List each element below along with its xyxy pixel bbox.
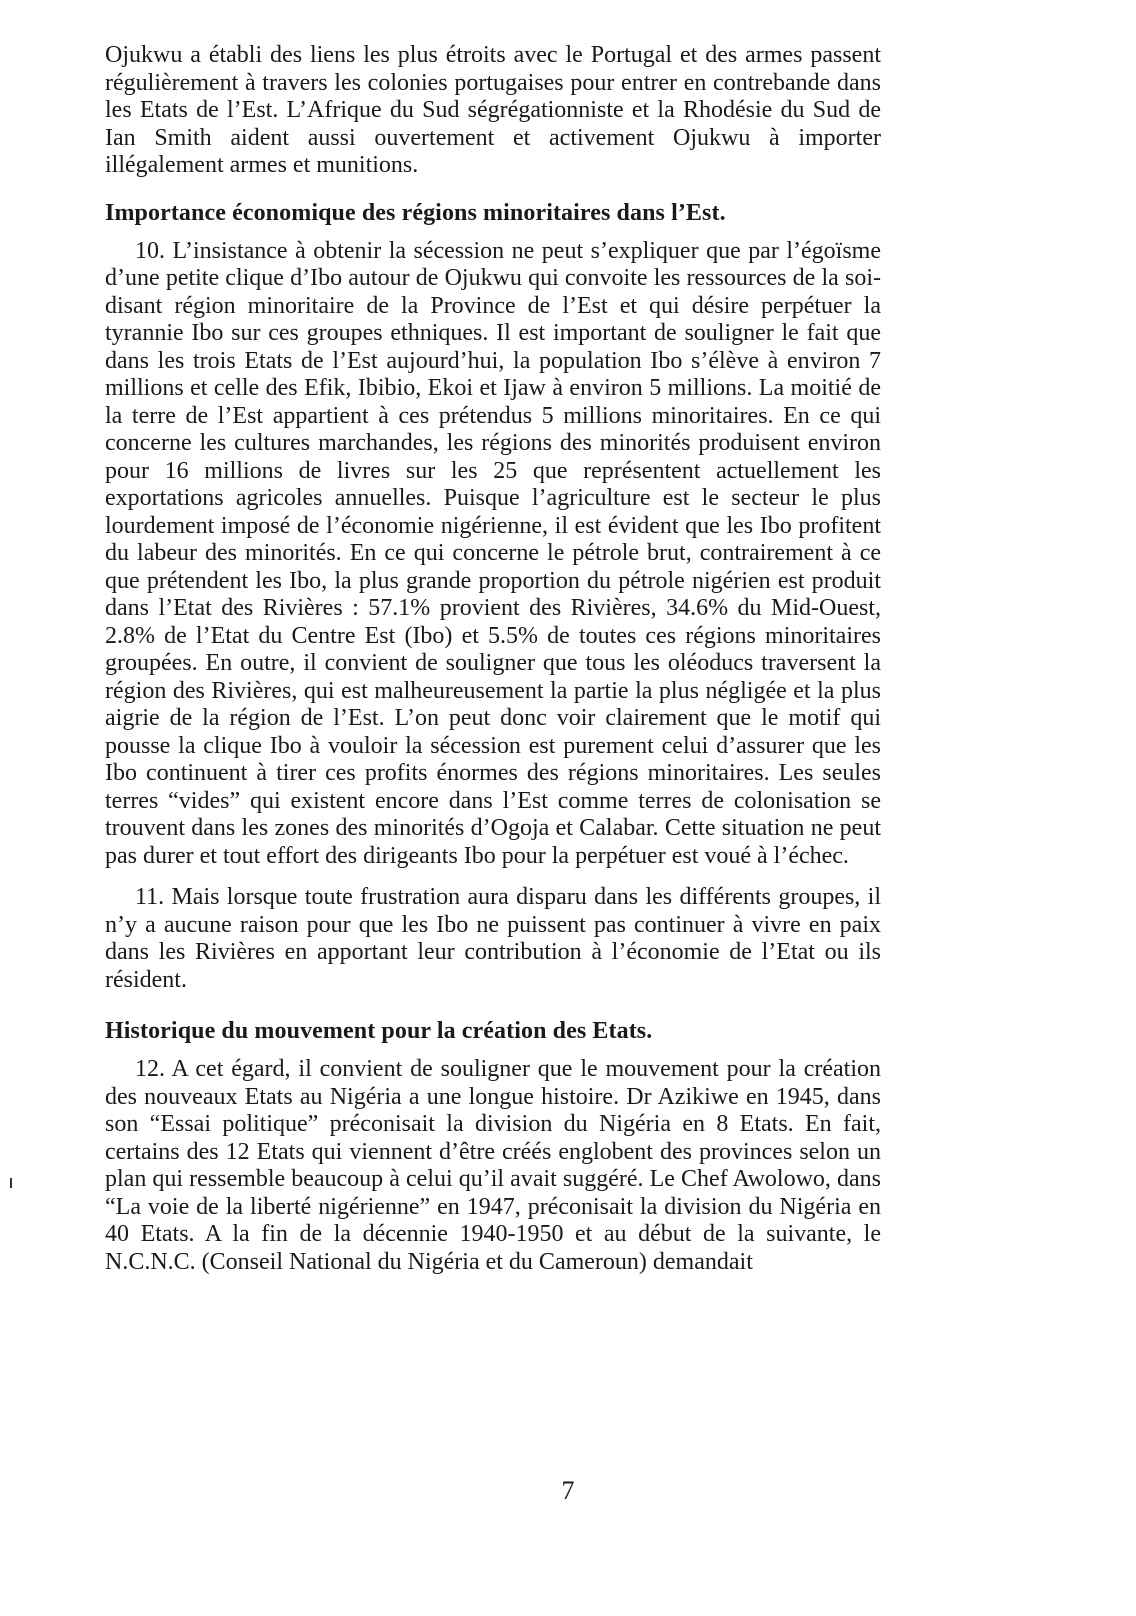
- paragraph-11: 11. Mais lorsque toute frustration aura disparu dans les différents groupes, il n’y a aucune raison pour que les Ibo ne puissent pas continuer à vivre en paix dans les Rivières en apportant leur contribution à l’économie de l’Etat ou ils résident.: [105, 884, 881, 993]
- section-heading-history: Historique du mouvement pour la création des Etats.: [105, 1018, 653, 1044]
- margin-mark: [10, 1178, 12, 1188]
- document-page: [105, 42, 881, 1276]
- page-number: 7: [561, 1476, 575, 1505]
- paragraph-12: 12. A cet égard, il convient de souligner que le mouvement pour la création des nouveaux Etats au Nigéria a une longue histoire. Dr Azikiwe en 1945, dans son “Essai politique” préconisait la division du Nigéria en 8 Etats. En fait, certains des 12 Etats qui viennent d’être créés englobent des provinces selon un plan qui ressemble beaucoup à celui qu’il avait suggéré. Le Chef Awolowo, dans “La voie de la liberté nigérienne” en 1947, préconisait la division du Nigéria en 40 Etats. A la fin de la décennie 1940-1950 et au début de la suivante, le N.C.N.C. (Conseil National du Nigéria et du Cameroun) demandait: [105, 1056, 881, 1275]
- section-heading-economic-importance: Importance économique des régions minoritaires dans l’Est.: [105, 199, 726, 226]
- paragraph-intro: Ojukwu a établi des liens les plus étroits avec le Portugal et des armes passent régulièrement à travers les colonies portugaises pour entrer en contrebande dans les Etats de l’Est. L’Afrique du Sud ségrégationniste et la Rhodésie du Sud de Ian Smith aident aussi ouvertement et activement Ojukwu à importer illégalement armes et munitions.: [105, 42, 881, 178]
- paragraph-10: 10. L’insistance à obtenir la sécession ne peut s’expliquer que par l’égoïsme d’une petite clique d’Ibo autour de Ojukwu qui convoite les ressources de la soi-disant région minoritaire de la Province de l’Est et qui désire perpétuer la tyrannie Ibo sur ces groupes ethniques. Il est important de souligner le fait que dans les trois Etats de l’Est aujourd’hui, la population Ibo s’élève à environ 7 millions et celle des Efik, Ibibio, Ekoi et Ijaw à environ 5 millions. La moitié de la terre de l’Est appartient à ces prétendus 5 millions minoritaires. En ce qui concerne les cultures marchandes, les régions des minorités produisent environ pour 16 millions de livres sur les 25 que représentent actuellement les exportations agricoles annuelles. Puisque l’agriculture est le secteur le plus lourdement imposé de l’économie nigérienne, il est évident que les Ibo profitent du labeur des minorités. En ce qui concerne le pétrole brut, contrairement à ce que prétendent les Ibo, la plus grande proportion du pétrole nigérien est produit dans l’Etat des Rivières : 57.1% provient des Rivières, 34.6% du Mid-Ouest, 2.8% de l’Etat du Centre Est (Ibo) et 5.5% de toutes ces régions minoritaires groupées. En outre, il convient de souligner que tous les oléoducs traversent la région des Rivières, qui est malheureusement la partie la plus négligée et la plus aigrie de la région de l’Est. L’on peut donc voir clairement que le motif qui pousse la clique Ibo à vouloir la sécession est purement celui d’assurer que les Ibo continuent à tirer ces profits énormes des régions minoritaires. Les seules terres “vides” qui existent encore dans l’Est comme terres de colonisation se trouvent dans les zones des minorités d’Ogoja et Calabar. Cette situation ne peut pas durer et tout effort des dirigeants Ibo pour la perpétuer est voué à l’échec.: [105, 237, 881, 869]
